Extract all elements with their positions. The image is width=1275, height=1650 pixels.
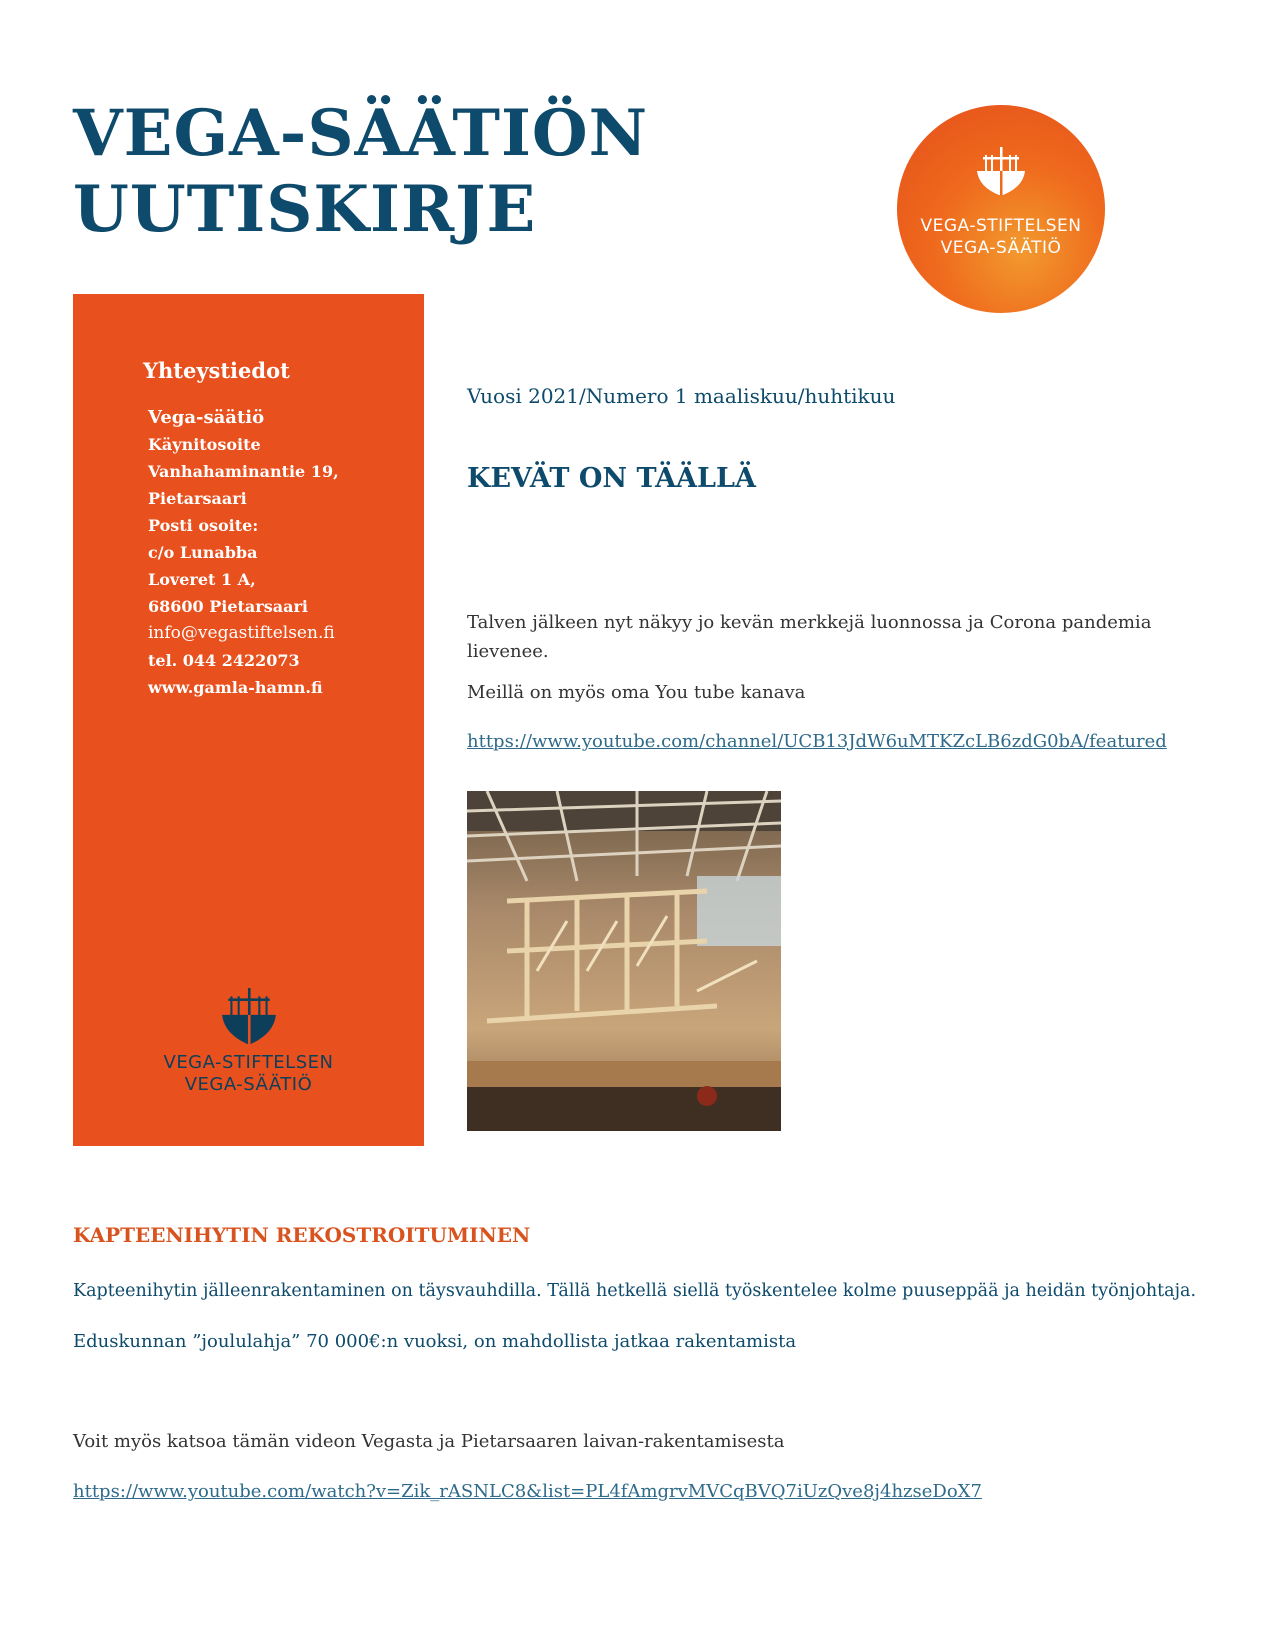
article-heading: KEVÄT ON TÄÄLLÄ bbox=[467, 463, 756, 494]
sidebar-logo-text-swedish: VEGA-STIFTELSEN bbox=[163, 1052, 334, 1073]
cabin-paragraph-2: Eduskunnan ”joululahja” 70 000€:n vuoksi, on mahdollista jatkaa rakentamista bbox=[73, 1331, 797, 1352]
cabin-section-heading: KAPTEENIHYTIN REKOSTROITUMINEN bbox=[73, 1223, 531, 1247]
contact-visit-label: Käynitosoite bbox=[148, 435, 261, 454]
issue-info: Vuosi 2021/Numero 1 maaliskuu/huhtikuu bbox=[467, 384, 896, 408]
contact-sidebar bbox=[73, 294, 424, 1146]
title-line-1: VEGA-SÄÄTIÖN bbox=[73, 96, 649, 171]
logo-text-finnish: VEGA-SÄÄTIÖ bbox=[940, 238, 1062, 258]
contact-visit-city: Pietarsaari bbox=[148, 489, 247, 508]
contact-post-city: 68600 Pietarsaari bbox=[148, 597, 308, 616]
youtube-channel-link[interactable]: https://www.youtube.com/channel/UCB13JdW6uMTKZcLB6zdG0bA/featured bbox=[467, 731, 1167, 752]
cabin-paragraph-1: Kapteenihytin jälleenrakentaminen on täysvauhdilla. Tällä hetkellä siellä työskentelee kolme puuseppää ja heidän työnjohtaja. bbox=[73, 1281, 1197, 1301]
sidebar-heading: Yhteystiedot bbox=[143, 358, 290, 383]
sidebar-logo-text-finnish: VEGA-SÄÄTIÖ bbox=[184, 1074, 313, 1095]
contact-website[interactable]: www.gamla-hamn.fi bbox=[148, 678, 323, 697]
contact-phone: tel. 044 2422073 bbox=[148, 651, 300, 670]
contact-details bbox=[148, 404, 339, 701]
newsletter-title bbox=[73, 96, 648, 248]
title-line-2: UUTISKIRJE bbox=[73, 172, 537, 247]
video-paragraph: Voit myös katsoa tämän videon Vegasta ja Pietarsaaren laivan-rakentamisesta bbox=[73, 1431, 785, 1452]
ship-icon bbox=[218, 986, 280, 1048]
contact-post-co: c/o Lunabba bbox=[148, 543, 258, 562]
sidebar-logo bbox=[73, 986, 424, 1096]
ship-icon bbox=[971, 143, 1031, 203]
contact-post-street: Loveret 1 A, bbox=[148, 570, 256, 589]
cabin-construction-photo bbox=[467, 791, 781, 1131]
contact-visit-street: Vanhahaminantie 19, bbox=[148, 462, 339, 481]
article-paragraph-2: Meillä on myös oma You tube kanava bbox=[467, 682, 806, 703]
logo-text-swedish: VEGA-STIFTELSEN bbox=[920, 216, 1082, 236]
contact-post-label: Posti osoite: bbox=[148, 516, 259, 535]
youtube-video-link[interactable]: https://www.youtube.com/watch?v=Zik_rASNLC8&list=PL4fAmgrvMVCqBVQ7iUzQve8j4hzseDoX7 bbox=[73, 1481, 982, 1502]
contact-organization: Vega-säätiö bbox=[148, 407, 265, 428]
foundation-logo bbox=[897, 105, 1105, 313]
article-paragraph-1: Talven jälkeen nyt näkyy jo kevän merkkejä luonnossa ja Corona pandemia lievenee. bbox=[467, 612, 1152, 662]
contact-email[interactable]: info@vegastiftelsen.fi bbox=[148, 623, 335, 643]
